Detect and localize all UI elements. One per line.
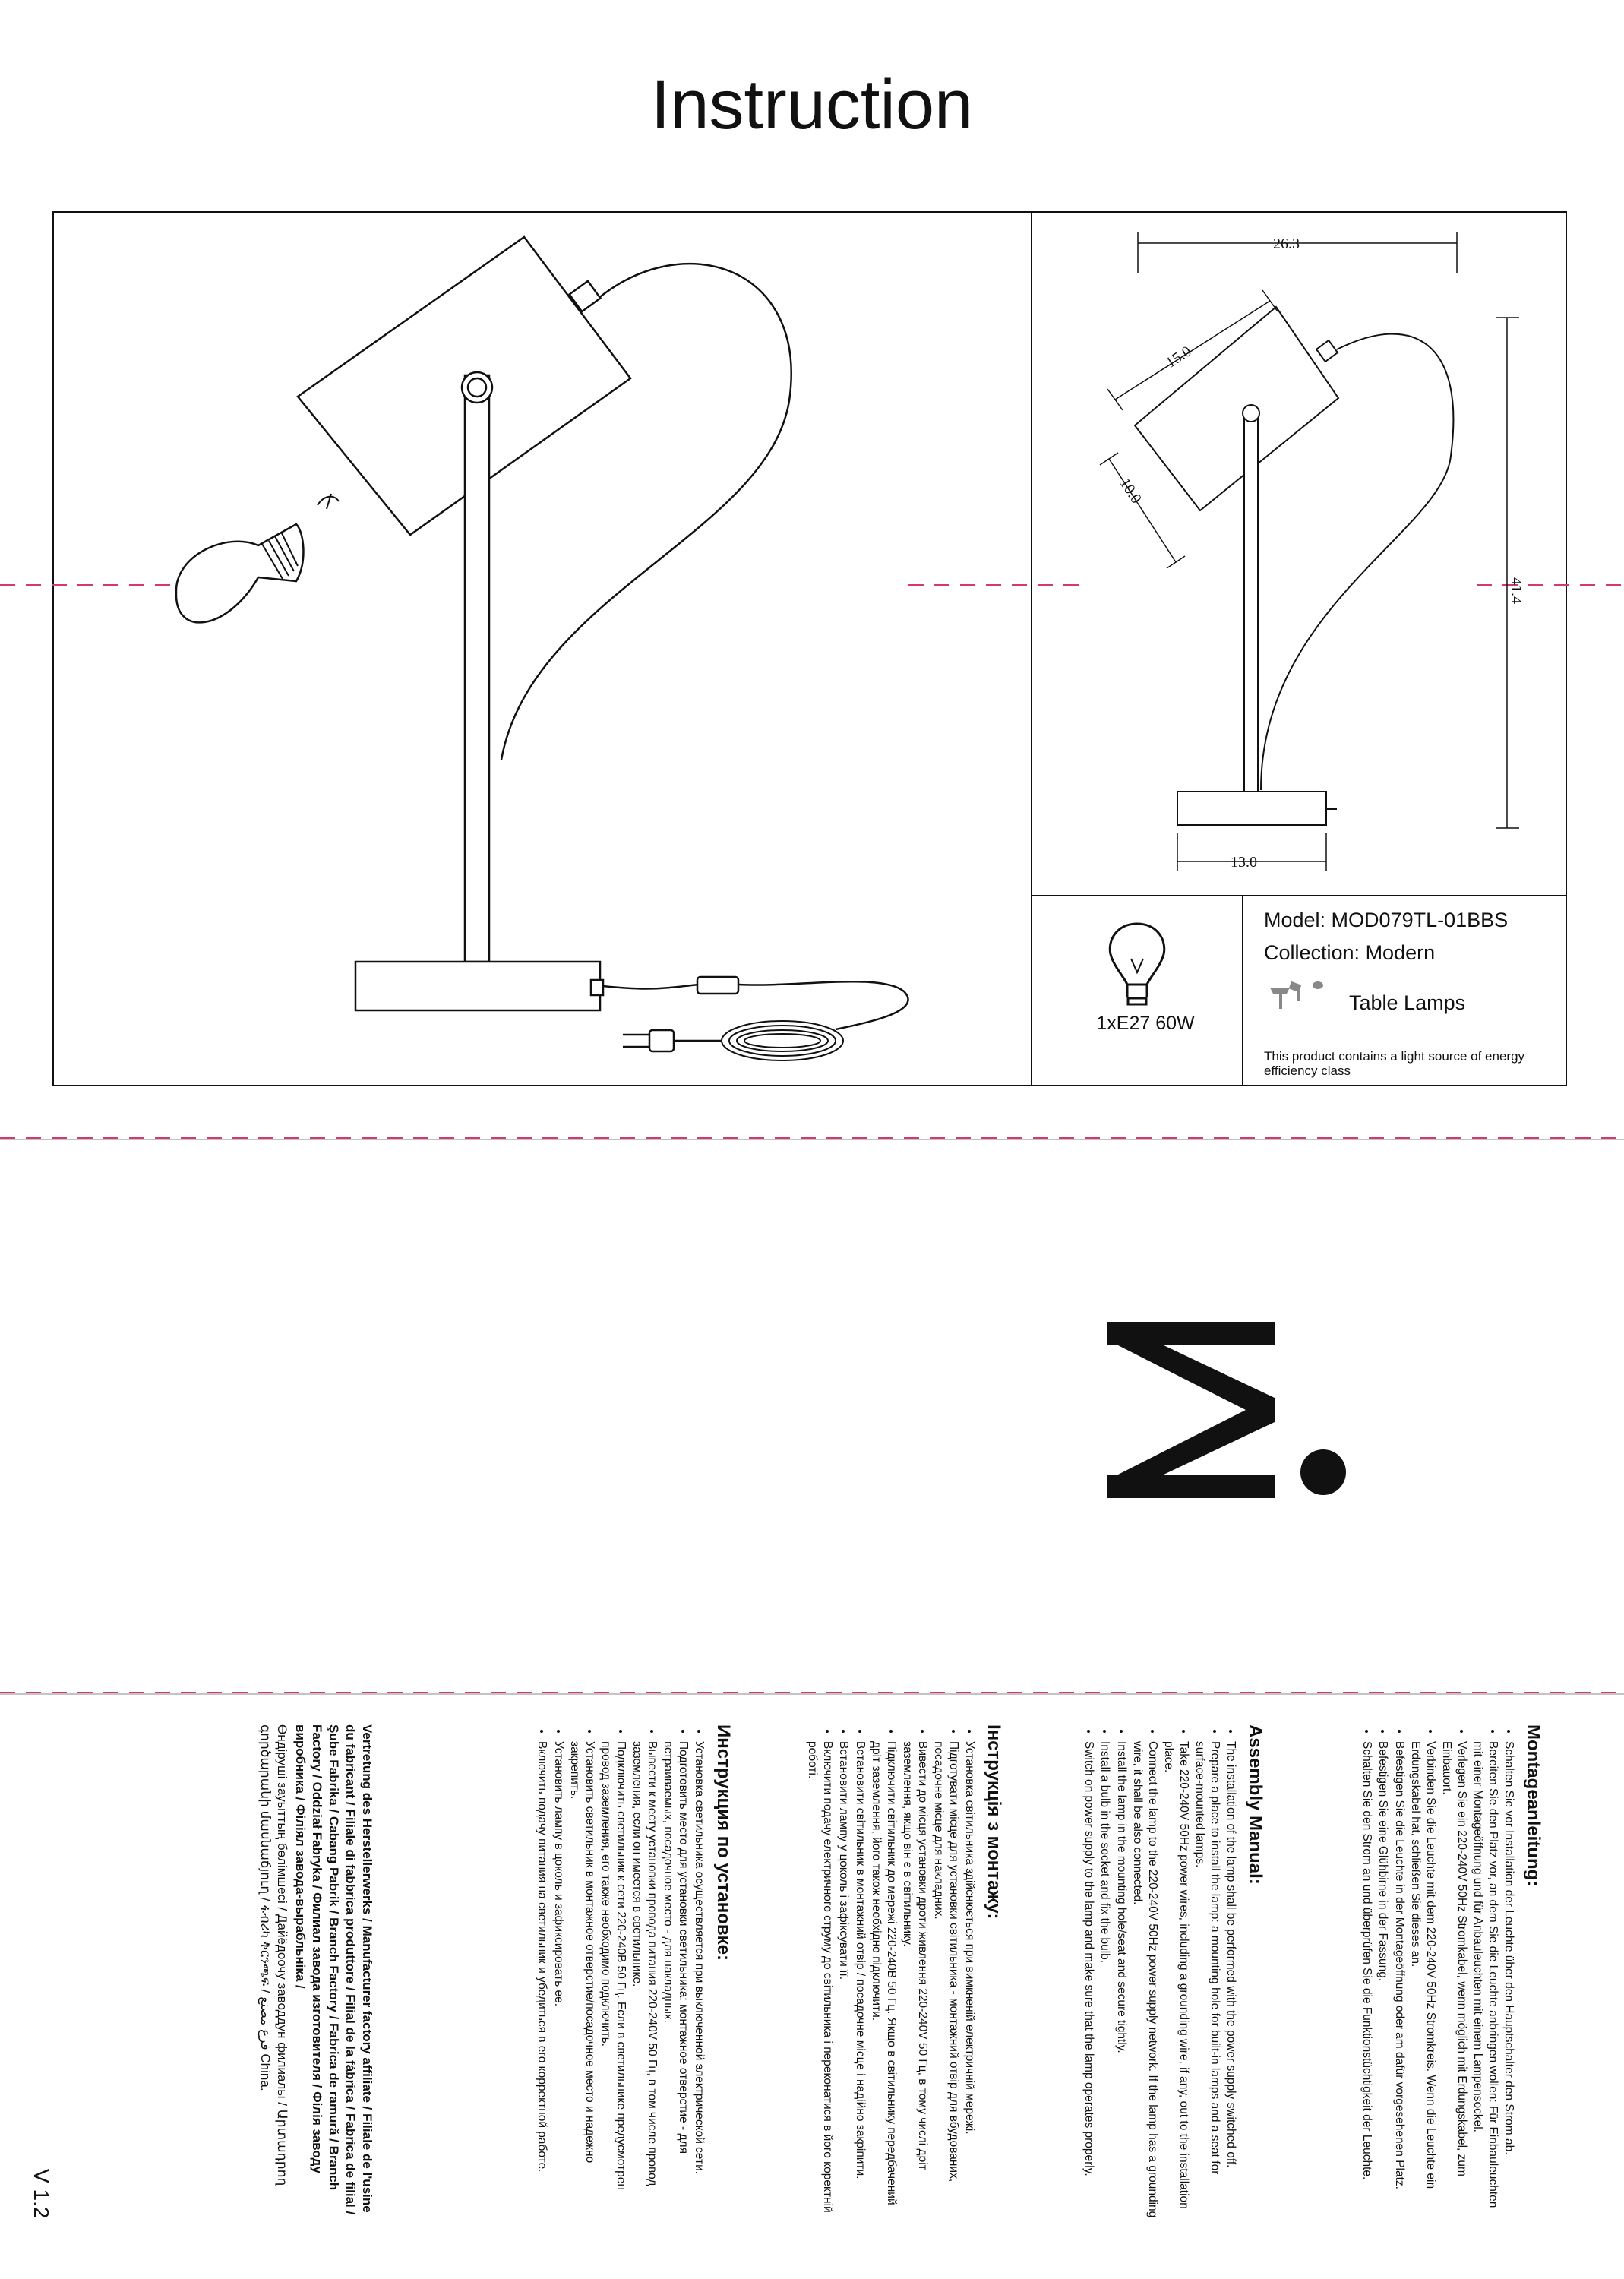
list-item: • Підключити світильник до мережі 220-240В 50 Гц. Якщо в світильнику передбачений дріт заземлення, його також необхідно підключити. xyxy=(869,1741,899,2218)
instructions-uk xyxy=(804,1724,1004,2218)
instructions-ru xyxy=(533,1724,734,2218)
instructions-en xyxy=(1080,1724,1263,2218)
list-item: • Встановити світильник в монтажний отвір / посадочне місце і надійно закріпити. xyxy=(853,1741,868,2218)
dim-shade-length: 15.0 xyxy=(1163,343,1195,371)
list-item: • Schalten Sie vor Installation der Leuchte über den Hauptschalter den Strom ab. xyxy=(1502,1741,1517,2218)
list-item: • Connect the lamp to the 220-240V 50Hz power supply network. If the lamp has a grounding wire, it shall be also connected. xyxy=(1130,1741,1160,2218)
list-item: • Установка светильника осуществляется при выключенной электрической сети. xyxy=(692,1741,707,2218)
list-item: • The installation of the lamp shall be performed with the power supply switched off. xyxy=(1224,1741,1239,2218)
energy-note: This product contains a light source of energy efficiency class xyxy=(1264,1049,1525,1078)
heading-uk: Інструкція з монтажу: xyxy=(984,1724,1004,1920)
list-item: • Befestigen Sie die Leuchte in der Montageöffnung oder am dafür vorgesehenen Platz. xyxy=(1392,1741,1408,2218)
list-item: • Установить лампу в цоколь и зафиксировать ее. xyxy=(551,1741,567,2218)
list-item: • Включити подачу електричного струму до світильника і переконатися в його коректній роботі. xyxy=(805,1741,835,2218)
factory-text: Өндіруші зауыттың бөлімшесі / Дайёдоочу заводдун филиалы / Արտադրող գործարանի մասնաճյուղ / ፋብሪካ ቅርንጫፍ / فرع مصنع China. xyxy=(258,1724,289,2186)
list-item: • Bereiten Sie den Platz vor, an dem Sie die Leuchte anbringen wollen: Für Einbauleuchten mit einer Montageöffnung und für Anbauleuchten mit einem Lampensockel. xyxy=(1471,1741,1500,2218)
list-item: • Take 220-240V 50Hz power wires, including a grounding wire, if any, out to the installation place. xyxy=(1161,1741,1191,2218)
page-title: Instruction xyxy=(650,66,974,144)
lamp-large-drawing xyxy=(176,237,908,1060)
list-item: • Вивести до місця установки дроти живлення 220-240V 50 Гц, в тому числі дріт заземлення, якщо він є в світильнику. xyxy=(900,1741,930,2218)
factory-info xyxy=(257,1724,375,2218)
heading-ru: Инструкция по установке: xyxy=(713,1724,734,1961)
list-item: • Verbinden Sie die Leuchte mit dem 220-240V 50Hz Stromkreis. Wenn die Leuchte ein Erdungskabel hat, schließen Sie dieses an. xyxy=(1408,1741,1438,2218)
list-item: • Подключить светильник к сети 220-240В 50 Гц. Если в светильнике предусмотрен провод заземления, его также необходимо подключить. xyxy=(599,1741,628,2218)
version-label: V 1.2 xyxy=(30,2169,53,2219)
list-item: • Установить светильник в монтажное отверстие/посадочное место и надежно закрепить. xyxy=(567,1741,597,2218)
list-item: • Включить подачу питания на светильник и убедиться в его корректной работе. xyxy=(535,1741,550,2218)
list-item: • Schalten Sie den Strom an und überprüfen Sie die Funktionstüchtigkeit der Leuchte. xyxy=(1360,1741,1375,2218)
table-lamp-icon xyxy=(1270,981,1323,1009)
category-label: Table Lamps xyxy=(1349,991,1466,1014)
light-bulb-icon xyxy=(1110,924,1164,1004)
list-item: • Install a bulb in the socket and fix the bulb. xyxy=(1098,1741,1113,2218)
cut-guides xyxy=(0,585,1624,1693)
bulb-spec: 1xE27 60W xyxy=(1096,1013,1195,1034)
factory-heading: Vertretung des Herstellerwerks / Manufacturer factory affiliate / Filiale de l'usine du fabricant / Filiale di fabbrica produttore / Filial de la fábrica / Fabrica de filial / Şube Fabrika / Cabang Pabrik / Branch Factory / Fabrica de ramură / Branch Factory / Oddział Fabryka / Филиал завода изготовителя / Філія заводу виробника / Філіял завода-вырабльніка / xyxy=(293,1724,374,2215)
dim-width-top: 26.3 xyxy=(1273,235,1300,252)
list-item: • Prepare a place to install the lamp: a mounting hole for built-in lamps and a seat for surface-mounted lamps. xyxy=(1193,1741,1222,2218)
lamp-dimension-drawing xyxy=(1135,307,1453,825)
list-item: • Установка світильника здійснюється при вимкненій електричній мережі. xyxy=(962,1741,978,2218)
dim-shade-diameter: 10.0 xyxy=(1116,475,1145,507)
list-item: • Befestigen Sie eine Glühbirne in der Fassung. xyxy=(1376,1741,1391,2218)
list-item: • Вывести к месту установки провода питания 220-240V 50 Гц, в том числе провод заземления, если он имеется в светильнике. xyxy=(630,1741,659,2218)
heading-en: Assembly Manual: xyxy=(1245,1724,1265,1885)
maytoni-logo xyxy=(1107,1322,1346,1498)
dim-height: 41.4 xyxy=(1508,577,1524,604)
list-item: • Подготовить место для установки светильника: монтажное отверстие - для встраиваемых, посадочное место - для накладных. xyxy=(661,1741,690,2218)
list-item: • Install the lamp in the mounting hole/seat and secure tightly. xyxy=(1114,1741,1130,2218)
model-label: Model: MOD079TL-01BBS xyxy=(1264,909,1509,931)
list-item: • Verlegen Sie ein 220-240V 50Hz Stromkabel, wenn möglich mit Erdungskabel, zum Einbauort. xyxy=(1439,1741,1469,2218)
collection-label: Collection: Modern xyxy=(1264,941,1436,964)
heading-de: Montageanleitung: xyxy=(1523,1724,1543,1887)
list-item: • Встановити лампу у цоколь і зафіксувати її. xyxy=(836,1741,851,2218)
list-item: • Switch on power supply to the lamp and make sure that the lamp operates properly. xyxy=(1082,1741,1097,2218)
dim-base-width: 13.0 xyxy=(1231,854,1257,871)
instructions-de xyxy=(1358,1724,1541,2218)
list-item: • Підготувати місце для установки світильника - монтажний отвір для вбудованих, посадочне місце для накладних. xyxy=(931,1741,961,2218)
dimension-lines xyxy=(1100,232,1519,871)
